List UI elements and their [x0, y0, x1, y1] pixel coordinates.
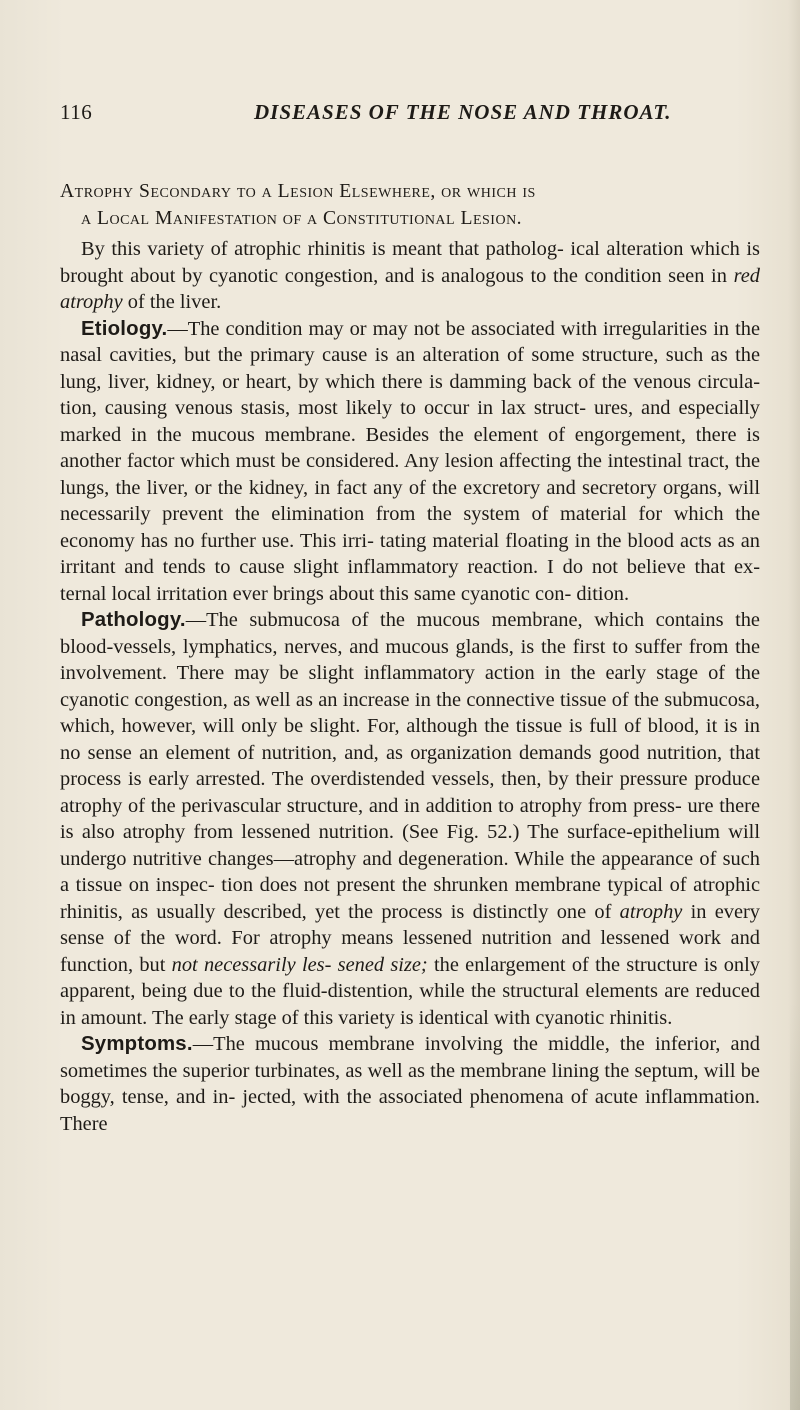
pathology-paragraph — [60, 607, 760, 1031]
pathology-emphasis-1: atrophy — [619, 900, 683, 923]
intro-paragraph — [60, 236, 760, 316]
pathology-heading: Pathology. — [81, 609, 186, 631]
etiology-heading: Etiology. — [81, 317, 168, 340]
intro-text-b: of the liver. — [122, 291, 222, 313]
symptoms-heading: Symptoms. — [81, 1033, 193, 1055]
etiology-paragraph — [60, 316, 760, 608]
page-edge-discoloration — [790, 1000, 800, 1410]
intro-emphasis: red atrophy — [60, 264, 760, 313]
pathology-text-a: —The submucosa of the mucous membrane, which contains the blood-vessels, lymphatics, nerves, and mucous glands, is the first to suffer from the involvement. There may be slight inflammatory action in the early stage of the cyanotic congestion, as well as an increase in the connective tissue of the submucosa, which, however, will only be slight. For, although the tissue is full of blood, it is in no sense an element of nutrition, and, as organization demands good nutrition, that process is early arrested. The overdistended vessels, then, by their pressure produce atrophy of the perivascular structure, and in addition to atrophy from press- ure there is also atrophy from lessened nutrition. (See Fig. 52.) The surface-epithelium will undergo nutritive changes—atrophy and degeneration. While the appearance of such a tissue on inspec- tion does not present the shrunken membrane typical of atrophic rhinitis, as usually described, yet the process is distinctly one of — [60, 609, 760, 923]
section-title-line-2: a Local Manifestation of a Constitutional Lesion. — [81, 208, 523, 229]
body-text — [60, 236, 760, 1137]
intro-text-a: By this variety of atrophic rhinitis is meant that patholog- ical alteration which is brought about by cyanotic congestion, and is analogous to the condition seen in — [60, 238, 760, 287]
symptoms-text: —The mucous membrane involving the middle, the inferior, and sometimes the superior turbinates, as well as the membrane lining the septum, will be boggy, tense, and in- jected, with the associated phenomena of acute inflammation. There — [60, 1033, 760, 1135]
running-title: DISEASES OF THE NOSE AND THROAT. — [254, 100, 672, 124]
section-title-line-1: Atrophy Secondary to a Lesion Elsewhere, or which is — [60, 181, 536, 202]
page-header — [60, 100, 760, 130]
pathology-text-c: the enlargement of the structure is only apparent, being due to the fluid-distention, while the structural elements are reduced in amount. The early stage of this variety is identical with cyanotic rhinitis. — [60, 953, 760, 1029]
section-title — [60, 178, 760, 232]
symptoms-paragraph — [60, 1031, 760, 1137]
pathology-emphasis-2: not necessarily les- sened size; — [171, 953, 428, 976]
pathology-text-b: in every sense of the word. For atrophy means lessened nutrition and lessened work and function, but — [60, 900, 760, 976]
etiology-text: —The condition may or may not be associated with irregularities in the nasal cavities, but the primary cause is an alteration of some structure, such as the lung, liver, kidney, or heart, by which there is damming back of the venous circula- tion, causing venous stasis, most likely to occur in lax struct- ures, and especially marked in the mucous membrane. Besides the element of engorgement, there is another factor which must be considered. Any lesion affecting the intestinal tract, the lungs, the liver, or the kidney, in fact any of the excretory and secretory organs, will necessarily prevent the elimination from the system of material for which the economy has no further use. This irri- tating material floating in the blood acts as an irritant and tends to cause slight inflammatory reaction. I do not believe that ex- ternal local irritation ever brings about this same cyanotic con- dition. — [60, 317, 760, 605]
page-number: 116 — [60, 100, 93, 124]
